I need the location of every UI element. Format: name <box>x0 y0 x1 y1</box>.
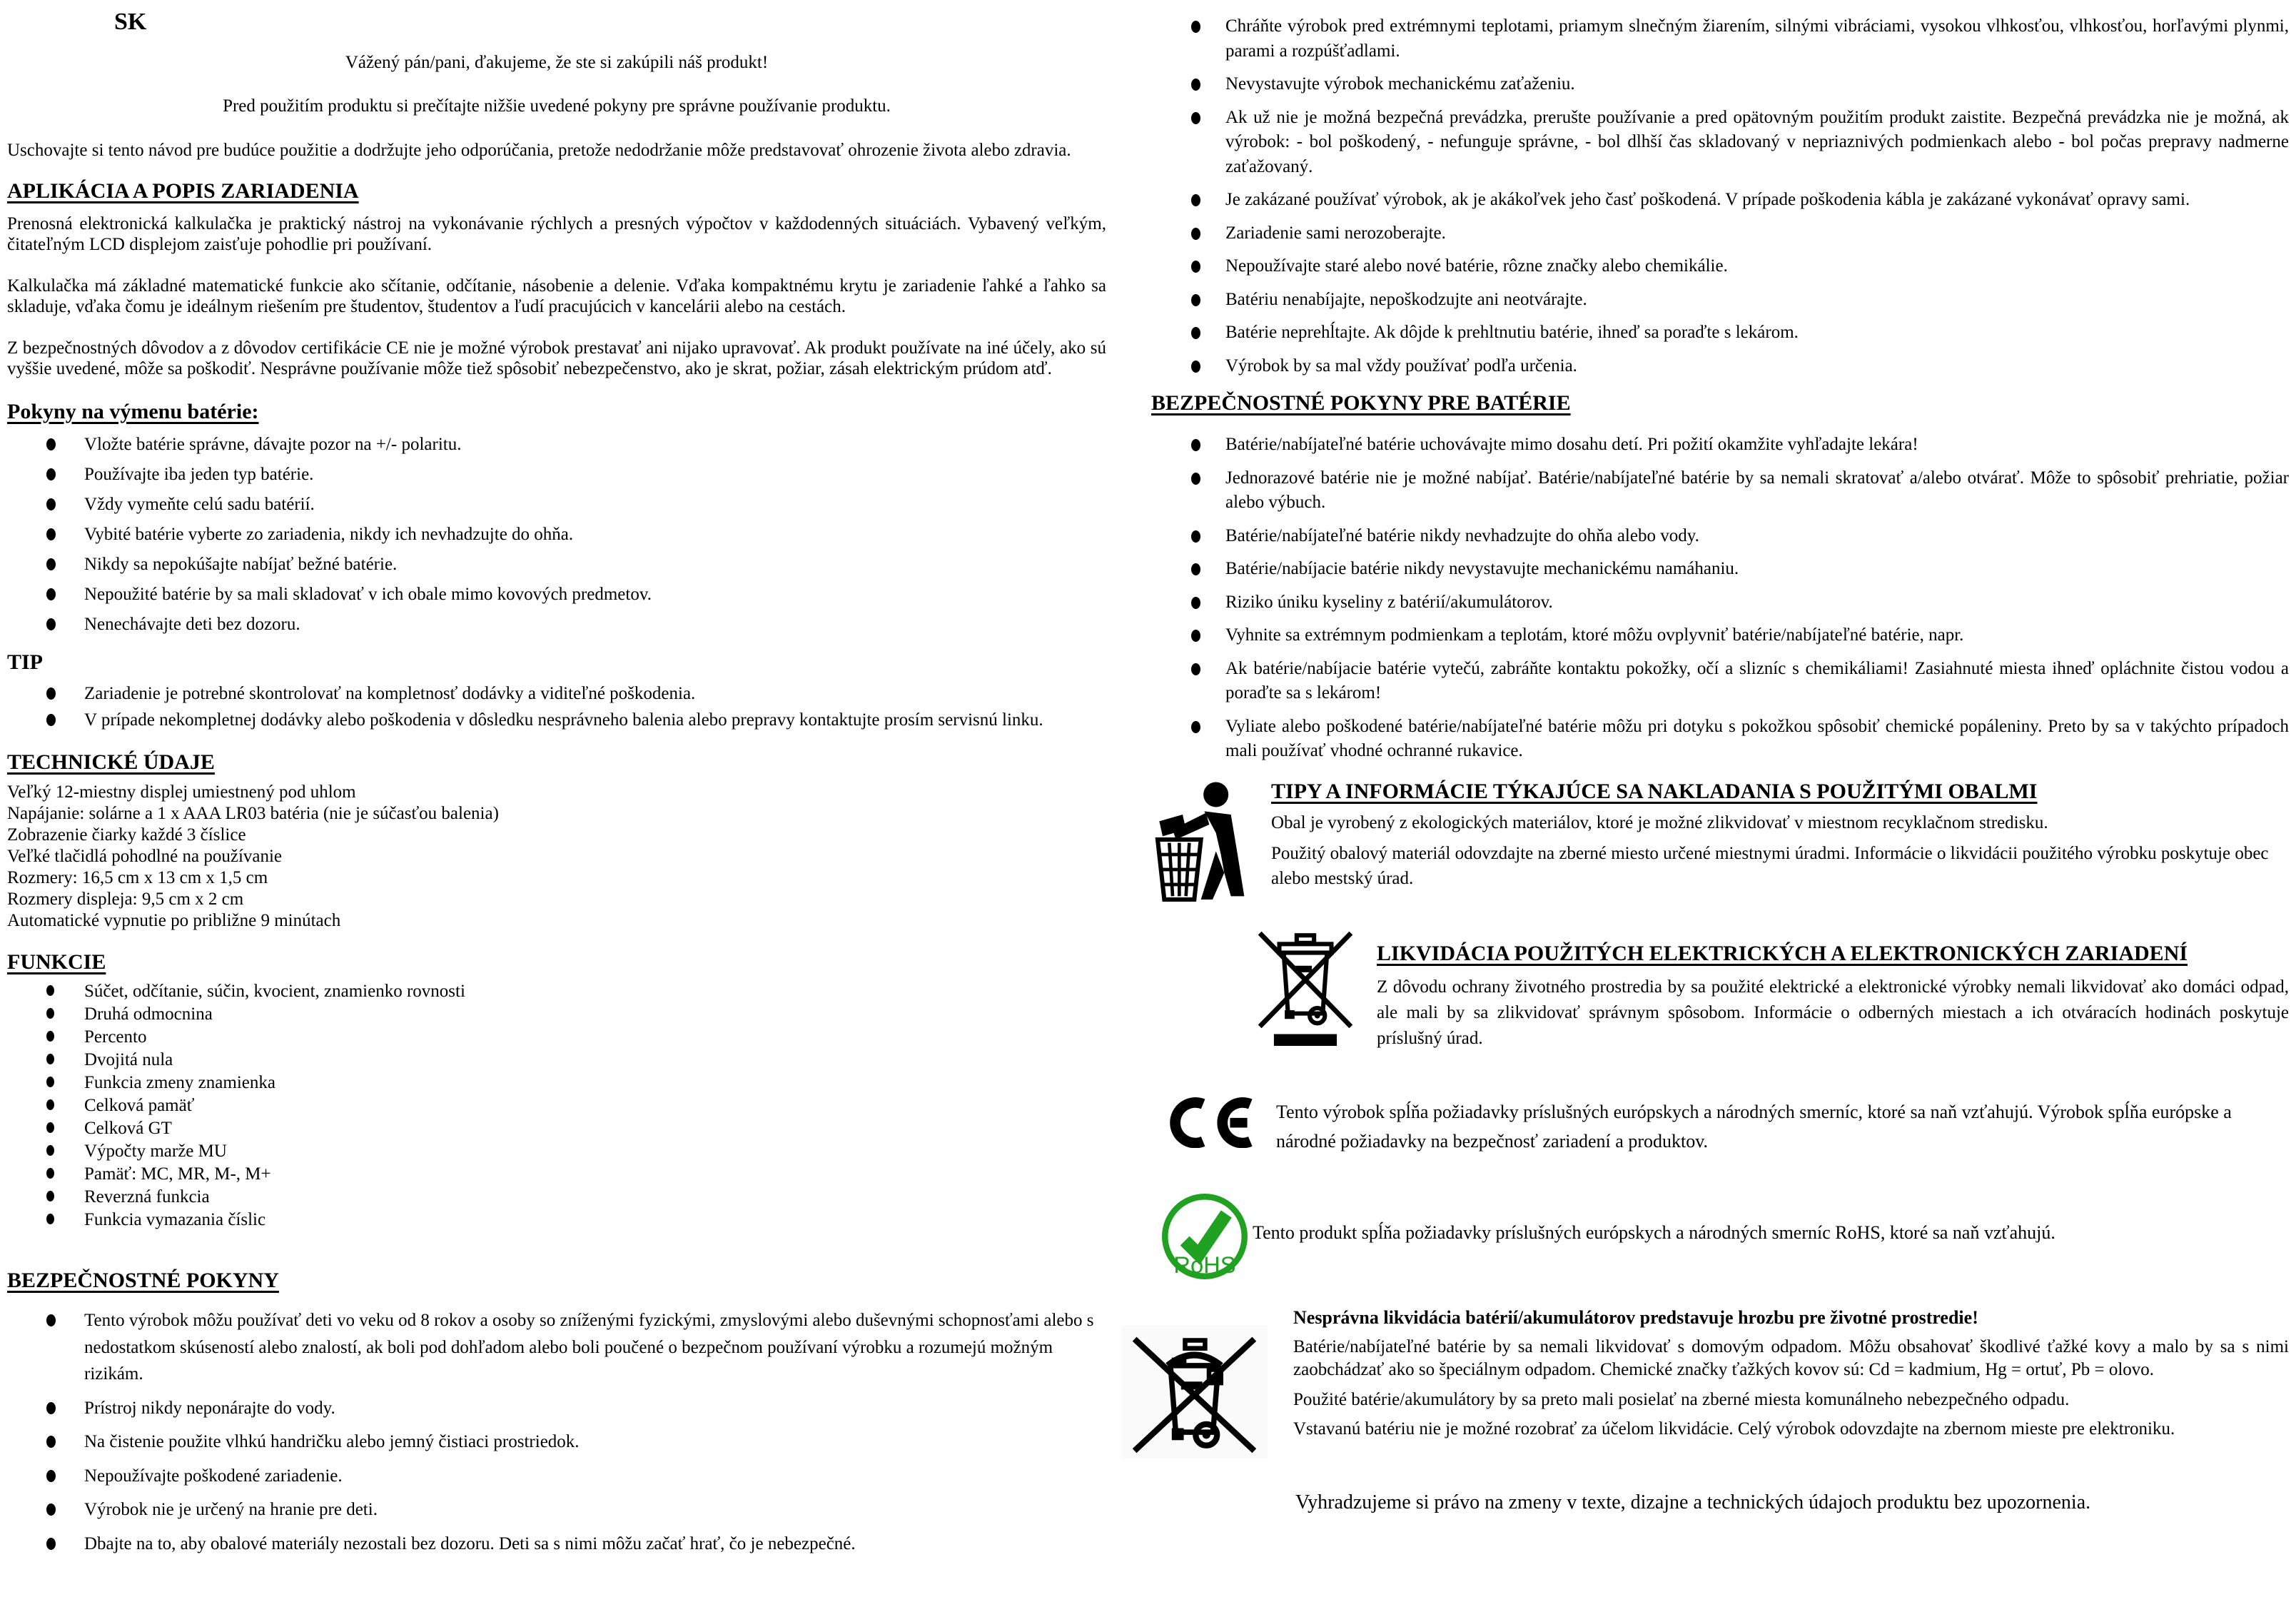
section-title-application: APLIKÁCIA A POPIS ZARIADENIA <box>7 179 359 203</box>
list-item: Je zakázané používať výrobok, ak je akákoľvek jeho časť poškodená. V prípade poškodenia kábla je zakázané vykonávať opravy sami. <box>1131 188 2289 213</box>
rohs-label: RoHS <box>1173 1251 1236 1278</box>
list-item: Vložte batérie správne, dávajte pozor na +/- polaritu. <box>7 434 1106 455</box>
battery-safety-list <box>1131 433 2289 764</box>
tech-spec-line: Zobrazenie čiarky každé 3 číslice <box>7 825 246 845</box>
list-item: Nevystavujte výrobok mechanickému zaťaženiu. <box>1131 72 2289 97</box>
left-column <box>7 6 1106 1564</box>
list-item: Batérie/nabíjacie batérie nikdy nevystavujte mechanickému namáhaniu. <box>1131 557 2289 582</box>
list-item: Vyliate alebo poškodené batérie/nabíjateľné batérie môžu pri dotyku s pokožkou spôsobiť chemické popáleniny. Preto by sa v takýchto prípadoch mali používať vhodné ochranné rukavice. <box>1131 715 2289 764</box>
list-item: Výrobok nie je určený na hranie pre deti. <box>7 1496 1106 1523</box>
list-item: Batérie/nabíjateľné batérie uchovávajte mimo dosahu detí. Pri požití okamžite vyhľadajte lekára! <box>1131 433 2289 458</box>
ce-section <box>1163 1097 2289 1163</box>
list-item: Na čistenie použite vlhkú handričku alebo jemný čistiaci prostriedok. <box>7 1429 1106 1456</box>
list-item: Súčet, odčítanie, súčin, kvocient, znamienko rovnosti <box>7 980 1106 1003</box>
list-item: V prípade nekompletnej dodávky alebo poškodenia v dôsledku nesprávneho balenia alebo prepravy kontaktujte prosím servisnú linku. <box>7 710 1106 730</box>
ce-mark-icon <box>1163 1097 1253 1148</box>
functions-list <box>7 980 1106 1231</box>
packaging-paragraph-2: Použitý obalový materiál odovzdajte na zberné miesto určené miestnymi úradmi. Informácie o likvidácii použitého výrobku poskytuje obec alebo mestský úrad. <box>1271 844 2269 888</box>
list-item: Druhá odmocnina <box>7 1003 1106 1026</box>
weee-paragraph: Z dôvodu ochrany životného prostredia by sa použité elektrické a elektronické výrobky nemali likvidovať ako domáci odpad, ale mali by sa zlikvidovať správnym spôsobom. Informácie o odberných miestach a ich otváracích hodinách poskytuje príslušný úrad. <box>1377 977 2289 1049</box>
list-item: Funkcia vymazania číslic <box>7 1209 1106 1231</box>
battery-disposal-text <box>1293 1307 2289 1448</box>
list-item: Reverzná funkcia <box>7 1186 1106 1209</box>
list-item: Percento <box>7 1026 1106 1049</box>
list-item: Výpočty marže MU <box>7 1140 1106 1163</box>
list-item: Nenechávajte deti bez dozoru. <box>7 614 1106 635</box>
section-title-packaging: TIPY A INFORMÁCIE TÝKAJÚCE SA NAKLADANIA S POUŽITÝMI OBALMI <box>1271 779 2038 803</box>
list-item: Používajte iba jeden typ batérie. <box>7 464 1106 485</box>
battery-disposal-paragraph-1: Batérie/nabíjateľné batérie by sa nemali likvidovať s domovým odpadom. Môžu obsahovať škodlivé ťažké kovy a malo by sa s nimi zaobchádzať ako so špeciálnym odpadom. Chemické značky ťažkých kovov sú: Cd = kadmium, Hg = ortuť, Pb = olovo. <box>1293 1336 2289 1380</box>
crossed-wheeled-bin-icon <box>1251 925 1360 1046</box>
battery-disposal-paragraph-3: Vstavanú batériu nie je možné rozobrať za účelom likvidácie. Celý výrobok odovzdajte na zbernom mieste pre elektroniku. <box>1293 1419 2175 1439</box>
list-item: Batérie/nabíjateľné batérie nikdy nevhadzujte do ohňa alebo vody. <box>1131 524 2289 549</box>
tech-spec-line: Automatické vypnutie po približne 9 minútach <box>7 911 341 930</box>
tech-spec-line: Rozmery displeja: 9,5 cm x 2 cm <box>7 890 244 909</box>
intro-keep-manual: Uschovajte si tento návod pre budúce použitie a dodržujte jeho odporúčania, pretože nedodržanie môže predstavovať ohrozenie života alebo zdravia. <box>7 141 1071 160</box>
rohs-statement: Tento produkt spĺňa požiadavky príslušných európskych a národných smerníc RoHS, ktoré sa naň vzťahujú. <box>1253 1222 2055 1244</box>
section-title-technical-data: TECHNICKÉ ÚDAJE <box>7 750 215 774</box>
packaging-disposal-section <box>1131 780 2289 906</box>
technical-data-block <box>7 782 1106 932</box>
list-item: Nepoužívajte poškodené zariadenie. <box>7 1463 1106 1490</box>
list-item: Vybité batérie vyberte zo zariadenia, nikdy ich nevhadzujte do ohňa. <box>7 524 1106 545</box>
safety-list <box>7 1307 1106 1557</box>
list-item: Celková GT <box>7 1117 1106 1140</box>
section-title-functions: FUNKCIE <box>7 950 106 974</box>
list-item: Celková pamäť <box>7 1094 1106 1117</box>
list-item: Dbajte na to, aby obalové materiály nezostali bez dozoru. Deti sa s nimi môžu začať hrať, čo je nebezpečné. <box>7 1531 1106 1558</box>
packaging-disposal-text <box>1271 780 2289 898</box>
tech-spec-line: Veľké tlačidlá pohodlné na používanie <box>7 847 283 866</box>
list-item: Vyhnite sa extrémnym podmienkam a teplotám, ktoré môžu ovplyvniť batérie/nabíjateľné batérie, napr. <box>1131 623 2289 648</box>
list-item: Nepoužívajte staré alebo nové batérie, rôzne značky alebo chemikálie. <box>1131 254 2289 279</box>
list-item: Prístroj nikdy neponárajte do vody. <box>7 1395 1106 1422</box>
list-item: Batérie neprehĺtajte. Ak dôjde k prehltnutiu batérie, ihneď sa poraďte s lekárom. <box>1131 321 2289 346</box>
packaging-paragraph-1: Obal je vyrobený z ekologických materiálov, ktoré je možné zlikvidovať v miestnom recyklačnom stredisku. <box>1271 812 2048 832</box>
list-item: Funkcia zmeny znamienka <box>7 1072 1106 1094</box>
battery-replacement-list <box>7 434 1106 635</box>
list-item: Výrobok by sa mal vždy používať podľa určenia. <box>1131 354 2289 379</box>
crossed-wheeled-bin-battery-icon <box>1121 1326 1268 1459</box>
general-safety-list <box>1131 14 2289 378</box>
ce-statement: Tento výrobok spĺňa požiadavky príslušných európskych a národných smerníc, ktoré sa naň vzťahujú. Výrobok spĺňa európske a národné požiadavky na bezpečnosť zariadení a produktov. <box>1276 1101 2232 1152</box>
list-item: Chráňte výrobok pred extrémnymi teplotami, priamym slnečným žiarením, silnými vibráciami, vysokou vlhkosťou, vlhkosťou, horľavými plynmi, parami a rozpúšťadlami. <box>1131 14 2289 64</box>
footer-note: Vyhradzujeme si právo na zmeny v texte, dizajne a technických údajoch produktu bez upozornenia. <box>1295 1491 2091 1514</box>
list-item: Pamäť: MC, MR, M-, M+ <box>7 1163 1106 1186</box>
list-item: Vždy vymeňte celú sadu batérií. <box>7 494 1106 515</box>
intro-greeting: Vážený pán/pani, ďakujeme, že ste si zakúpili náš produkt! <box>345 53 769 72</box>
rohs-section <box>1160 1192 2289 1281</box>
application-paragraph-1: Prenosná elektronická kalkulačka je praktický nástroj na vykonávanie rýchlych a presných výpočtov v každodenných situáciách. Vybavený veľkým, čitateľným LCD displejom zaisťuje pohodlie pri používaní. <box>7 214 1106 254</box>
battery-disposal-section <box>1131 1307 2289 1459</box>
rohs-check-icon <box>1160 1192 1250 1281</box>
list-item: Dvojitá nula <box>7 1049 1106 1072</box>
list-item: Ak batérie/nabíjacie batérie vytečú, zabráňte kontaktu pokožky, očí a slizníc s chemikáliami! Zasiahnuté miesta ihneď opláchnite čistou vodou a poraďte sa s lekárom! <box>1131 657 2289 706</box>
tech-spec-line: Napájanie: solárne a 1 x AAA LR03 batéria (nie je súčasťou balenia) <box>7 804 499 823</box>
language-code: SK <box>114 9 147 35</box>
tech-spec-line: Rozmery: 16,5 cm x 13 cm x 1,5 cm <box>7 868 268 887</box>
weee-section <box>1251 925 2289 1059</box>
section-title-weee: LIKVIDÁCIA POUŽITÝCH ELEKTRICKÝCH A ELEKTRONICKÝCH ZARIADENÍ <box>1377 941 2188 965</box>
tip-list <box>7 683 1106 730</box>
list-item: Batériu nenabíjajte, nepoškodzujte ani neotvárajte. <box>1131 288 2289 313</box>
list-item: Nepoužité batérie by sa mali skladovať v ich obale mimo kovových predmetov. <box>7 584 1106 605</box>
list-item: Zariadenie sami nerozoberajte. <box>1131 221 2289 246</box>
section-title-safety: BEZPEČNOSTNÉ POKYNY <box>7 1269 279 1292</box>
list-item: Jednorazové batérie nie je možné nabíjať. Batérie/nabíjateľné batérie by sa nemali skratovať a/alebo otvárať. Môže to spôsobiť prehriatie, požiar alebo výbuch. <box>1131 466 2289 515</box>
application-paragraph-2: Kalkulačka má základné matematické funkcie ako sčítanie, odčítanie, násobenie a delenie. Vďaka kompaktnému krytu je zariadenie ľahké a ľahko sa skladuje, vďaka čomu je ideálnym riešením pre študentov, študentov a ľudí pracujúcich v kancelárii alebo na cestách. <box>7 276 1106 316</box>
section-title-tip: TIP <box>7 650 44 674</box>
battery-disposal-title: Nesprávna likvidácia batérií/akumulátorov predstavuje hrozbu pre životné prostredie! <box>1293 1306 1978 1328</box>
intro-read-instructions: Pred použitím produktu si prečítajte nižšie uvedené pokyny pre správne používanie produktu. <box>223 96 891 116</box>
tidy-man-icon <box>1153 780 1253 906</box>
list-item: Riziko úniku kyseliny z batérií/akumulátorov. <box>1131 590 2289 615</box>
battery-disposal-paragraph-2: Použité batérie/akumulátory by sa preto mali posielať na zberné miesta komunálneho nebezpečného odpadu. <box>1293 1389 2070 1409</box>
right-column <box>1131 6 2289 1514</box>
section-title-battery-safety: BEZPEČNOSTNÉ POKYNY PRE BATÉRIE <box>1151 391 1571 415</box>
weee-text <box>1377 925 2289 1059</box>
list-item: Zariadenie je potrebné skontrolovať na kompletnosť dodávky a viditeľné poškodenia. <box>7 683 1106 704</box>
section-title-battery-replacement: Pokyny na výmenu batérie: <box>7 400 259 423</box>
list-item: Ak už nie je možná bezpečná prevádzka, prerušte používanie a pred opätovným použitím produkt zaistite. Bezpečná prevádzka nie je možná, ak výrobok: - bol poškodený, - nefunguje správne, - bol dlhší čas skladovaný v nepriaznivých podmienkach alebo - bol počas prepravy nadmerne zaťažovaný. <box>1131 106 2289 180</box>
list-item: Nikdy sa nepokúšajte nabíjať bežné batérie. <box>7 554 1106 575</box>
tech-spec-line: Veľký 12-miestny displej umiestnený pod uhlom <box>7 782 356 802</box>
list-item: Tento výrobok môžu používať deti vo veku od 8 rokov a osoby so zníženými fyzickými, zmyslovými alebo duševnými schopnosťami alebo s nedostatkom skúseností alebo znalostí, ak boli pod dohľadom alebo boli poučené o bezpečnom používaní výrobku a rozumejú možným rizikám. <box>7 1307 1106 1388</box>
application-paragraph-3: Z bezpečnostných dôvodov a z dôvodov certifikácie CE nie je možné výrobok prestavať ani nijako upravovať. Ak produkt používate na iné účely, ako sú vyššie uvedené, môže sa poškodiť. Nesprávne používanie môže tiež spôsobiť nebezpečenstvo, ako je skrat, požiar, zásah elektrickým prúdom atď. <box>7 338 1106 378</box>
